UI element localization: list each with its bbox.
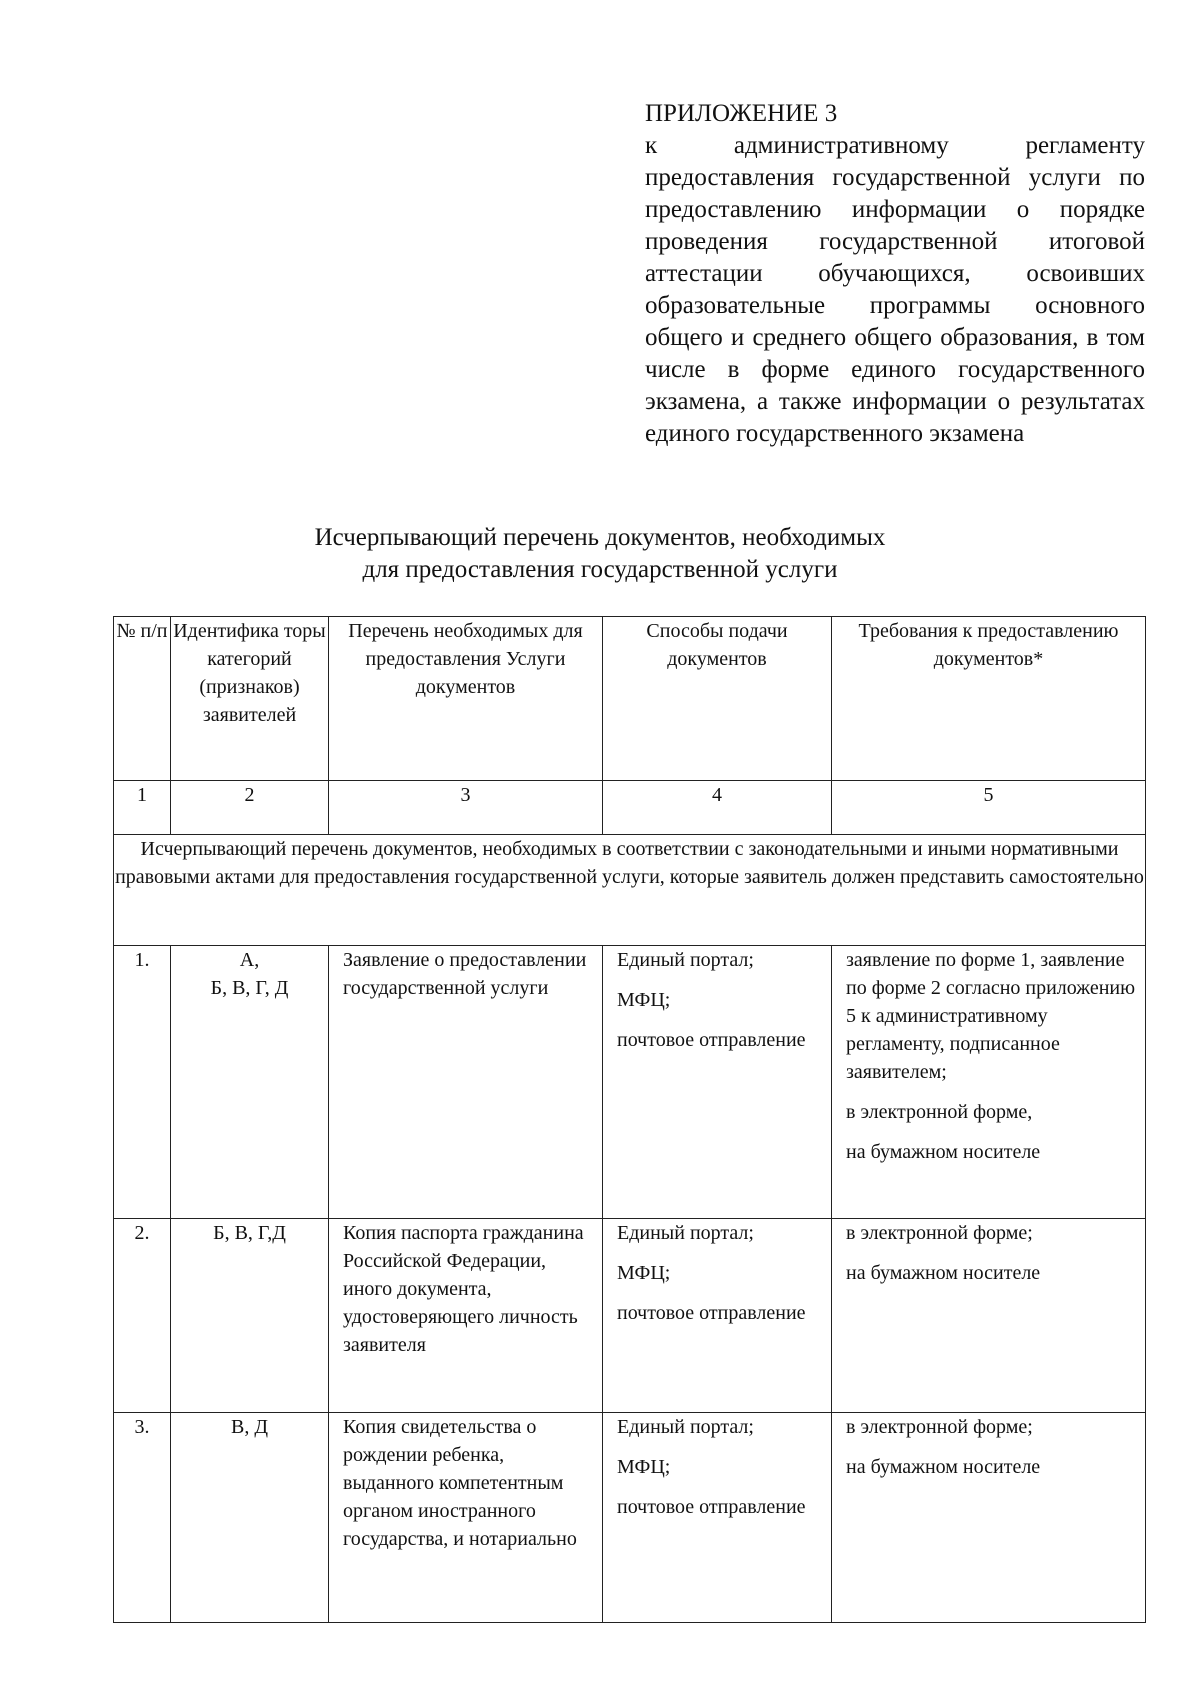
column-number: 5 [832, 781, 1146, 835]
section-heading: Исчерпывающий перечень документов, необходимых в соответствии с законодательными и иными нормативными правовыми актами для предоставления государственной услуги, которые заявитель должен представить самостоятельно [114, 835, 1146, 946]
row-requirements: в электронной форме; на бумажном носителе [832, 1413, 1146, 1623]
document-title [100, 522, 1100, 586]
row-categories: В, Д [171, 1413, 329, 1623]
header-methods: Способы подачи документов [603, 617, 832, 781]
header-num: № п/п [114, 617, 171, 781]
column-number: 4 [603, 781, 832, 835]
appendix-title: ПРИЛОЖЕНИЕ 3 [645, 100, 838, 127]
table-header-row [114, 617, 1146, 781]
table-row [114, 946, 1146, 1219]
row-document: Копия свидетельства о рождении ребенка, выданного компетентным органом иностранного государства, и нотариально [329, 1413, 603, 1623]
row-categories: А, Б, В, Г, Д [171, 946, 329, 1219]
section-row [114, 835, 1146, 946]
row-requirements: заявление по форме 1, заявление по форме 2 согласно приложению 5 к административному регламенту, подписанное заявителем; в электронной форме, на бумажном носителе [832, 946, 1146, 1219]
row-categories: Б, В, Г,Д [171, 1219, 329, 1413]
document-title-line-2: для предоставления государственной услуги [362, 556, 838, 583]
column-number: 2 [171, 781, 329, 835]
row-number: 2. [114, 1219, 171, 1413]
row-document: Заявление о предоставлении государственной услуги [329, 946, 603, 1219]
header-documents: Перечень необходимых для предоставления Услуги документов [329, 617, 603, 781]
row-methods: Единый портал; МФЦ; почтовое отправление [603, 946, 832, 1219]
documents-table [113, 616, 1146, 1623]
row-requirements: в электронной форме; на бумажном носителе [832, 1219, 1146, 1413]
row-number: 1. [114, 946, 171, 1219]
table-row [114, 1413, 1146, 1623]
row-methods: Единый портал; МФЦ; почтовое отправление [603, 1219, 832, 1413]
header-categories: Идентифика торы категорий (признаков) заявителей [171, 617, 329, 781]
document-title-line-1: Исчерпывающий перечень документов, необходимых [314, 524, 886, 551]
column-number: 3 [329, 781, 603, 835]
column-numbers-row [114, 781, 1146, 835]
row-methods: Единый портал; МФЦ; почтовое отправление [603, 1413, 832, 1623]
row-document: Копия паспорта гражданина Российской Федерации, иного документа, удостоверяющего личность заявителя [329, 1219, 603, 1413]
column-number: 1 [114, 781, 171, 835]
row-number: 3. [114, 1413, 171, 1623]
header-requirements: Требования к предоставлению документов* [832, 617, 1146, 781]
appendix-body: к административному регламенту предоставления государственной услуги по предоставлению информации о порядке проведения государственной итоговой аттестации обучающихся, освоивших образовательные программы основного общего и среднего общего образования, в том числе в форме единого государственного экзамена, а также информации о результатах единого государственного экзамена [645, 132, 1145, 447]
appendix-block [645, 98, 1145, 450]
table-row [114, 1219, 1146, 1413]
